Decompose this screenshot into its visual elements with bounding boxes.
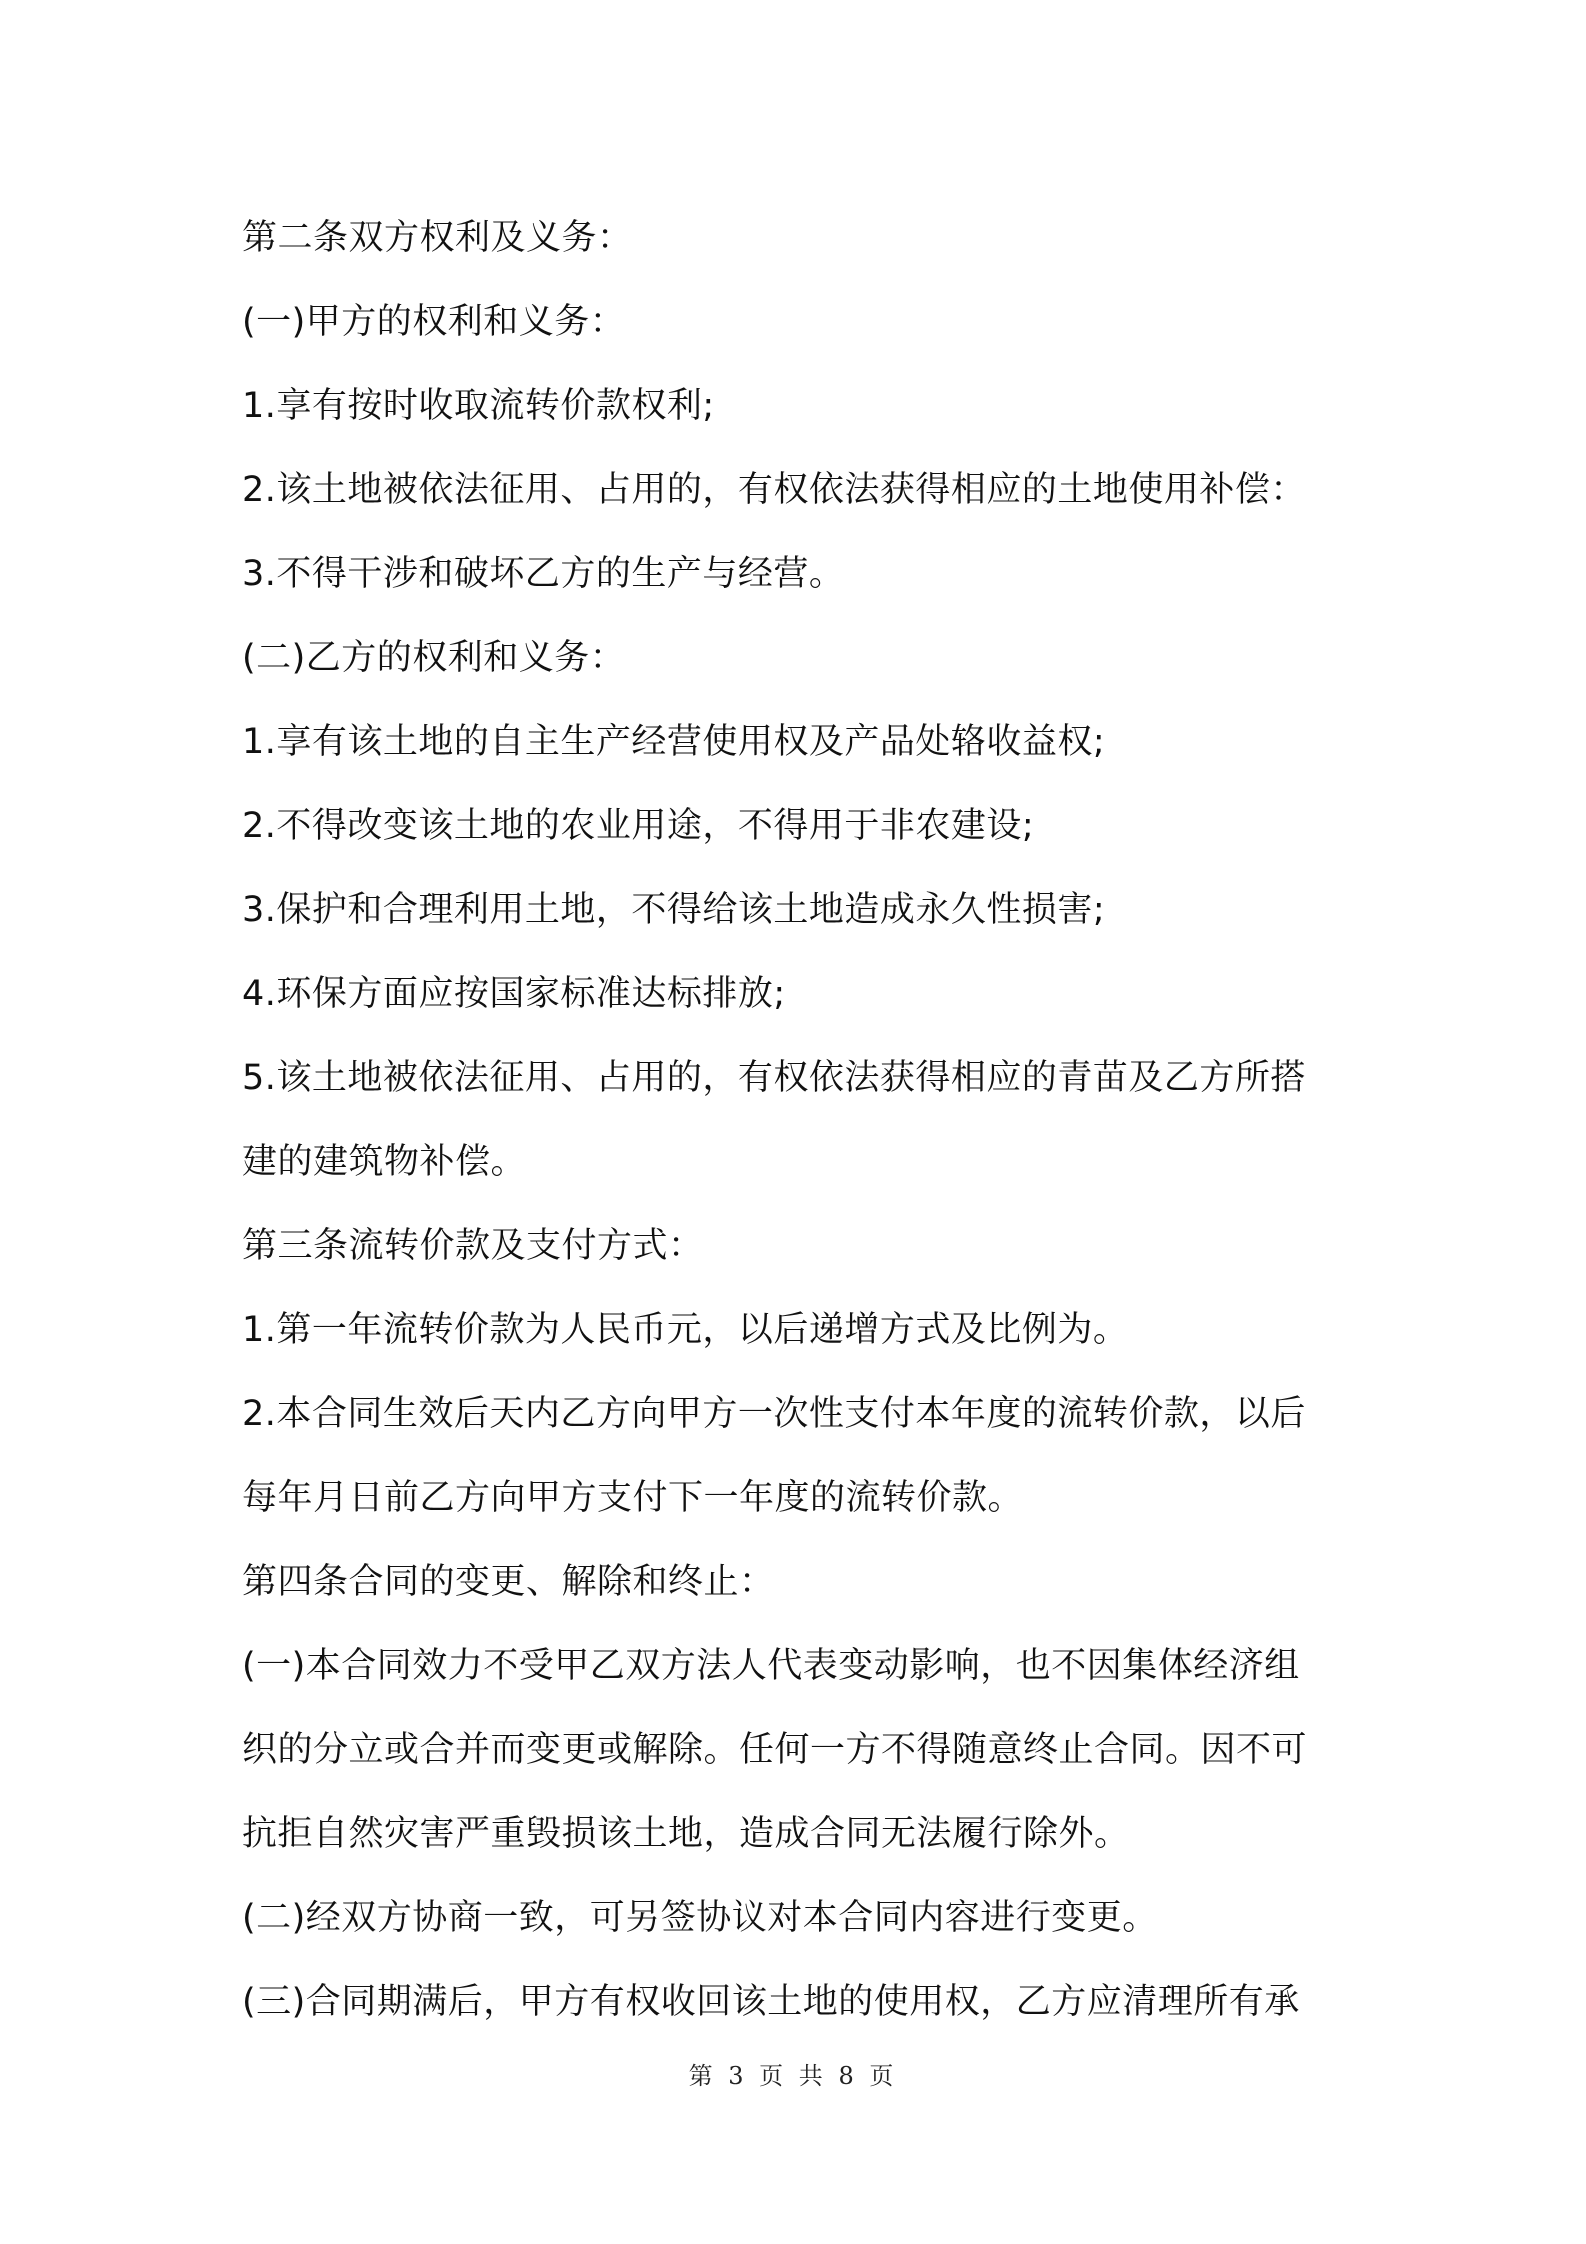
text-line: 每年月日前乙方向甲方支付下一年度的流转价款。 [242,1478,1024,1518]
text-line: (二)经双方协商一致，可另签协议对本合同内容进行变更。 [242,1898,1158,1938]
text-line: 4.环保方面应按国家标准达标排放; [242,974,786,1014]
text-line: 2.不得改变该土地的农业用途，不得用于非农建设; [242,806,1035,846]
text-line: 抗拒自然灾害严重毁损该土地，造成合同无法履行除外。 [242,1814,1130,1854]
text-line: 第三条流转价款及支付方式： [242,1226,704,1266]
text-line: 第四条合同的变更、解除和终止： [242,1562,775,1602]
text-line: 1.第一年流转价款为人民币元，以后递增方式及比例为。 [242,1310,1129,1350]
text-line: 1.享有按时收取流转价款权利; [242,386,715,426]
text-line: 1.享有该土地的自主生产经营使用权及产品处辂收益权; [242,722,1106,762]
text-line: 织的分立或合并而变更或解除。任何一方不得随意终止合同。因不可 [242,1730,1308,1770]
text-line: (一)本合同效力不受甲乙双方法人代表变动影响，也不因集体经济组 [242,1646,1300,1686]
text-line: 2.该土地被依法征用、占用的，有权依法获得相应的土地使用补偿： [242,470,1306,510]
text-line: 第二条双方权利及义务： [242,218,633,258]
text-line: 3.不得干涉和破坏乙方的生产与经营。 [242,554,845,594]
text-line: (三)合同期满后，甲方有权收回该土地的使用权，乙方应清理所有承 [242,1982,1300,2022]
text-line: 5.该土地被依法征用、占用的，有权依法获得相应的青苗及乙方所搭 [242,1058,1306,1098]
text-line: (一)甲方的权利和义务： [242,302,626,342]
text-line: 2.本合同生效后天内乙方向甲方一次性支付本年度的流转价款，以后 [242,1394,1306,1434]
text-line: 3.保护和合理利用土地，不得给该土地造成永久性损害; [242,890,1106,930]
text-line: 建的建筑物补偿。 [242,1142,527,1182]
text-line: (二)乙方的权利和义务： [242,638,626,678]
page-number-footer: 第 3 页 共 8 页 [688,2062,898,2090]
document-body [242,196,1362,2044]
